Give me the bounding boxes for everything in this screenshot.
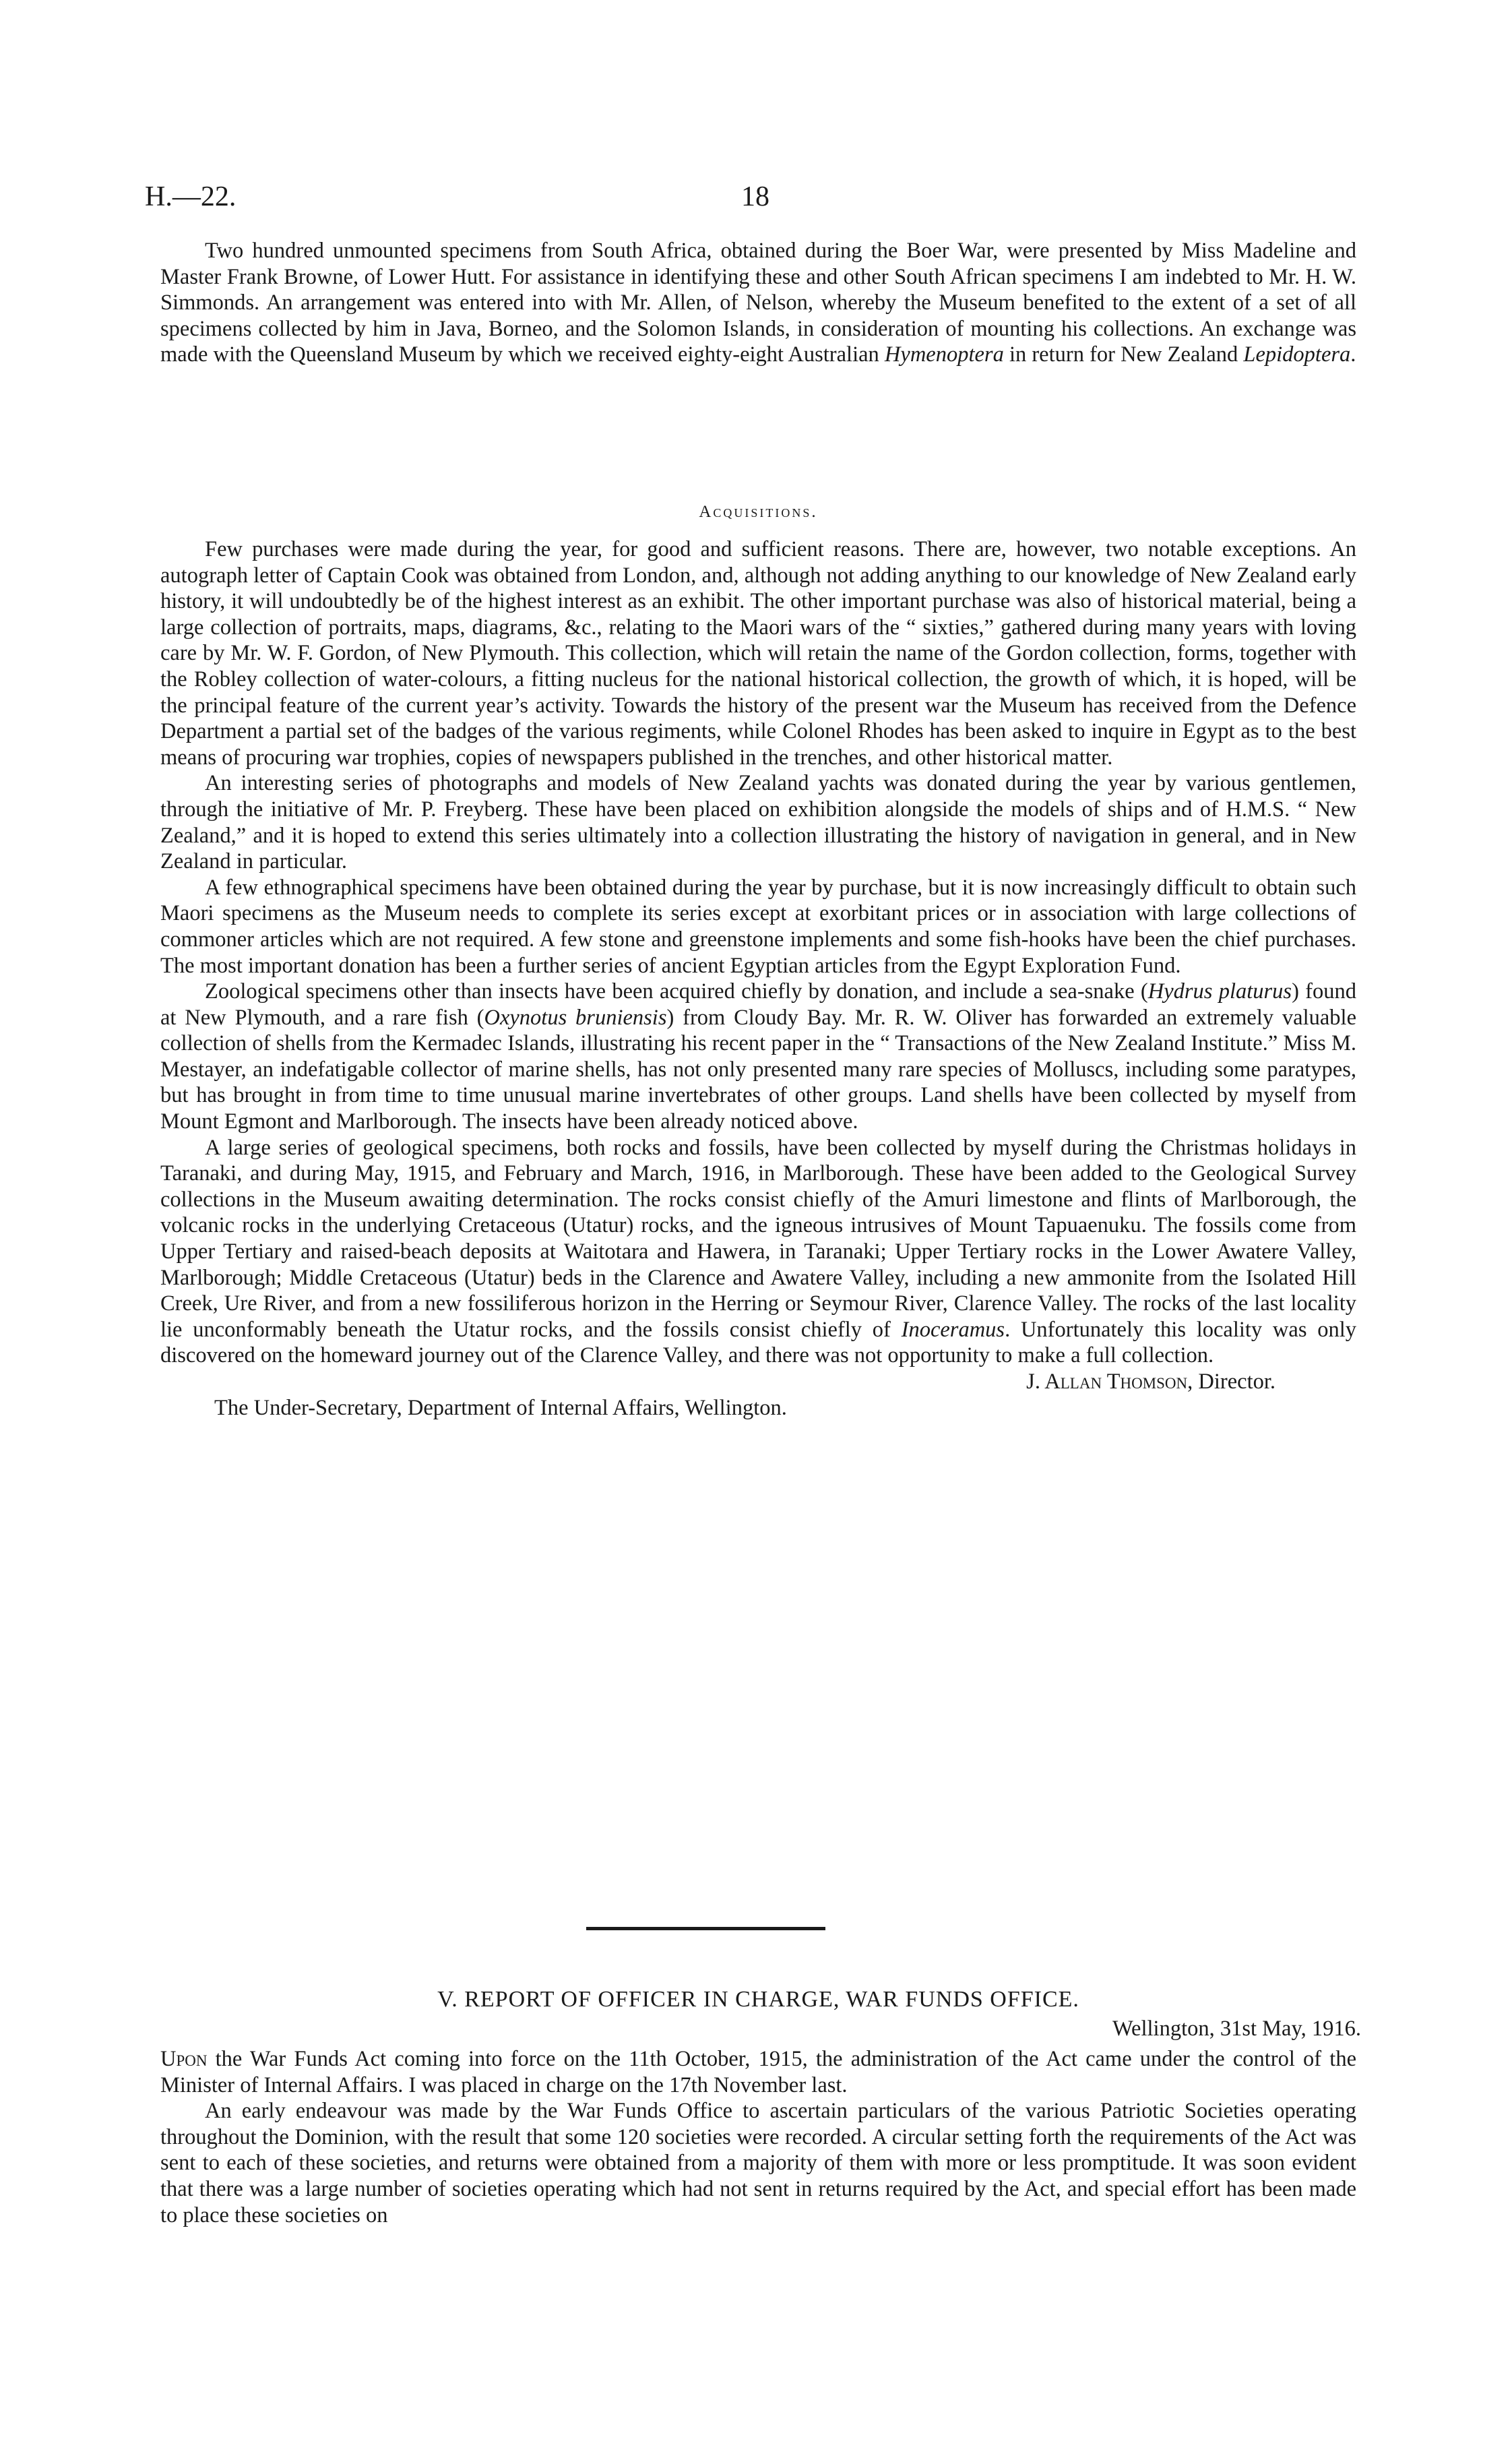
acquisitions-paragraph-3: A few ethnographical specimens have been obtained during the year by purchase, but it is now increasingly difficult to obtain such Maori specimens as the Museum needs to complete its series except at exorbitant prices or in association with large collections of commoner articles which are not required. A few stone and greenstone implements and some fish-hooks have been the chief purchases. The most important donation has been a further series of ancient Egyptian articles from the Egypt Exploration Fund. (160, 875, 1356, 978)
report-paragraph-2: An early endeavour was made by the War Funds Office to ascertain particulars of the various Patriotic Societies operating throughout the Dominion, with the result that some 120 societies were recorded. A circular setting forth the requirements of the Act was sent to each of these societies, and returns were obtained from a majority of them with more or less promptitude. It was soon evident that there was a large number of societies operating which had not sent in returns required by the Act, and special effort has been made to place these societies on (160, 2099, 1356, 2227)
report-v-section (160, 2046, 1356, 2228)
dateline: Wellington, 31st May, 1916. (1112, 2017, 1361, 2041)
signature-name: J. Allan Thomson (1026, 1370, 1188, 1394)
page-number: 18 (741, 181, 769, 212)
section-divider (586, 1927, 825, 1930)
report-paragraph-1: Upon the War Funds Act coming into force on the 11th October, 1915, the administration of the Act came under the control of the Minister of Internal Affairs. I was placed in charge on the 17th November last. (160, 2047, 1356, 2097)
acquisitions-heading-wrap (160, 503, 1356, 522)
acquisitions-section (160, 536, 1356, 1421)
document-reference: H.—22. (145, 181, 237, 212)
intro-paragraph: Two hundred unmounted specimens from South Africa, obtained during the Boer War, were presented by Miss Madeline and Master Frank Browne, of Lower Hutt. For assistance in identifying these and other South African specimens I am indebted to Mr. H. W. Simmonds. An arrangement was entered into with Mr. Allen, of Nelson, whereby the Museum benefited to the extent of a set of all specimens collected by him in Java, Borneo, and the Solomon Islands, in consideration of mounting his collections. An exchange was made with the Queensland Museum by which we received eighty-eight Australian Hymenoptera in return for New Zealand Lepidoptera. (160, 239, 1356, 367)
acquisitions-paragraph-2: An interesting series of photographs and models of New Zealand yachts was donated during the year by various gentlemen, through the initiative of Mr. P. Freyberg. These have been placed on exhibition alongside the models of ships and of H.M.S. “ New Zealand,” and it is hoped to extend this series ultimately into a collection illustrating the history of navigation in general, and in New Zealand in particular. (160, 771, 1356, 874)
signature (160, 1369, 1356, 1395)
italic-term: Inoceramus (901, 1317, 1005, 1342)
signature-title: , Director. (1187, 1370, 1275, 1394)
italic-term: Oxynotus bruniensis (484, 1005, 667, 1030)
italic-term: Hydrus platurus (1147, 979, 1292, 1004)
section-heading: Acquisitions. (699, 503, 818, 521)
acquisitions-paragraph-5: A large series of geological specimens, both rocks and fossils, have been collected by myself during the Christmas holidays in Taranaki, and during May, 1915, and February and March, 1916, in Marlborough. These have been added to the Geological Survey collections in the Museum awaiting determination. The rocks consist chiefly of the Amuri limestone and flints of Marlborough, the volcanic rocks in the underlying Cretaceous (Utatur) rocks, and the igneous intrusives of Mount Tapuaenuku. The fossils come from Upper Tertiary and raised-beach deposits at Waitotara and Hawera, in Taranaki; Upper Tertiary rocks in the Lower Awatere Valley, Marlborough; Middle Cretaceous (Utatur) beds in the Clarence and Awatere Valley, including a new ammonite from the Isolated Hill Creek, Ure River, and from a new fossiliferous horizon in the Herring or Seymour River, Clarence Valley. The rocks of the last locality lie unconformably beneath the Utatur rocks, and the fossils consist chiefly of Inoceramus. Unfortunately this locality was only discovered on the homeward journey out of the Clarence Valley, and there was not opportunity to make a full collection. (160, 1135, 1356, 1368)
acquisitions-paragraph-1: Few purchases were made during the year, for good and sufficient reasons. There are, however, two notable exceptions. An autograph letter of Captain Cook was obtained from London, and, although not adding anything to our knowledge of New Zealand early history, it will undoubtedly be of the highest interest as an exhibit. The other important purchase was also of historical material, being a large collection of portraits, maps, diagrams, &c., relating to the Maori wars of the “ sixties,” gathered during many years with loving care by Mr. W. F. Gordon, of New Plymouth. This collection, which will retain the name of the Gordon collection, forms, together with the Robley collection of water-colours, a fitting nucleus for the national historical collection, the growth of which, it is hoped, will be the principal feature of the current year’s activity. Towards the history of the present war the Museum has received from the Defence Department a partial set of the badges of the various regiments, while Colonel Rhodes has been asked to inquire in Egypt as to the best means of procuring war trophies, copies of newspapers published in the trenches, and other historical matter. (160, 537, 1356, 770)
intro-section (160, 238, 1356, 368)
italic-term: Lepidoptera (1243, 342, 1351, 367)
acquisitions-paragraph-4: Zoological specimens other than insects have been acquired chiefly by donation, and include a sea-snake (Hydrus platurus) found at New Plymouth, and a rare fish (Oxynotus bruniensis) from Cloudy Bay. Mr. R. W. Oliver has forwarded an extremely valuable collection of shells from the Kermadec Islands, illustrating his recent paper in the “ Transactions of the New Zealand Institute.” Miss M. Mestayer, an indefatigable collector of marine shells, has not only presented many rare species of Molluscs, including some paratypes, but has brought in from time to time unusual marine invertebrates of other groups. Land shells have been collected by myself from Mount Egmont and Marlborough. The insects have been already noticed above. (160, 979, 1356, 1134)
report-title: V. REPORT OF OFFICER IN CHARGE, WAR FUNDS OFFICE. (437, 1987, 1079, 2012)
italic-term: Hymenoptera (884, 342, 1004, 367)
addressee: The Under-Secretary, Department of Internal Affairs, Wellington. (214, 1395, 787, 1420)
page-header (145, 181, 1351, 221)
